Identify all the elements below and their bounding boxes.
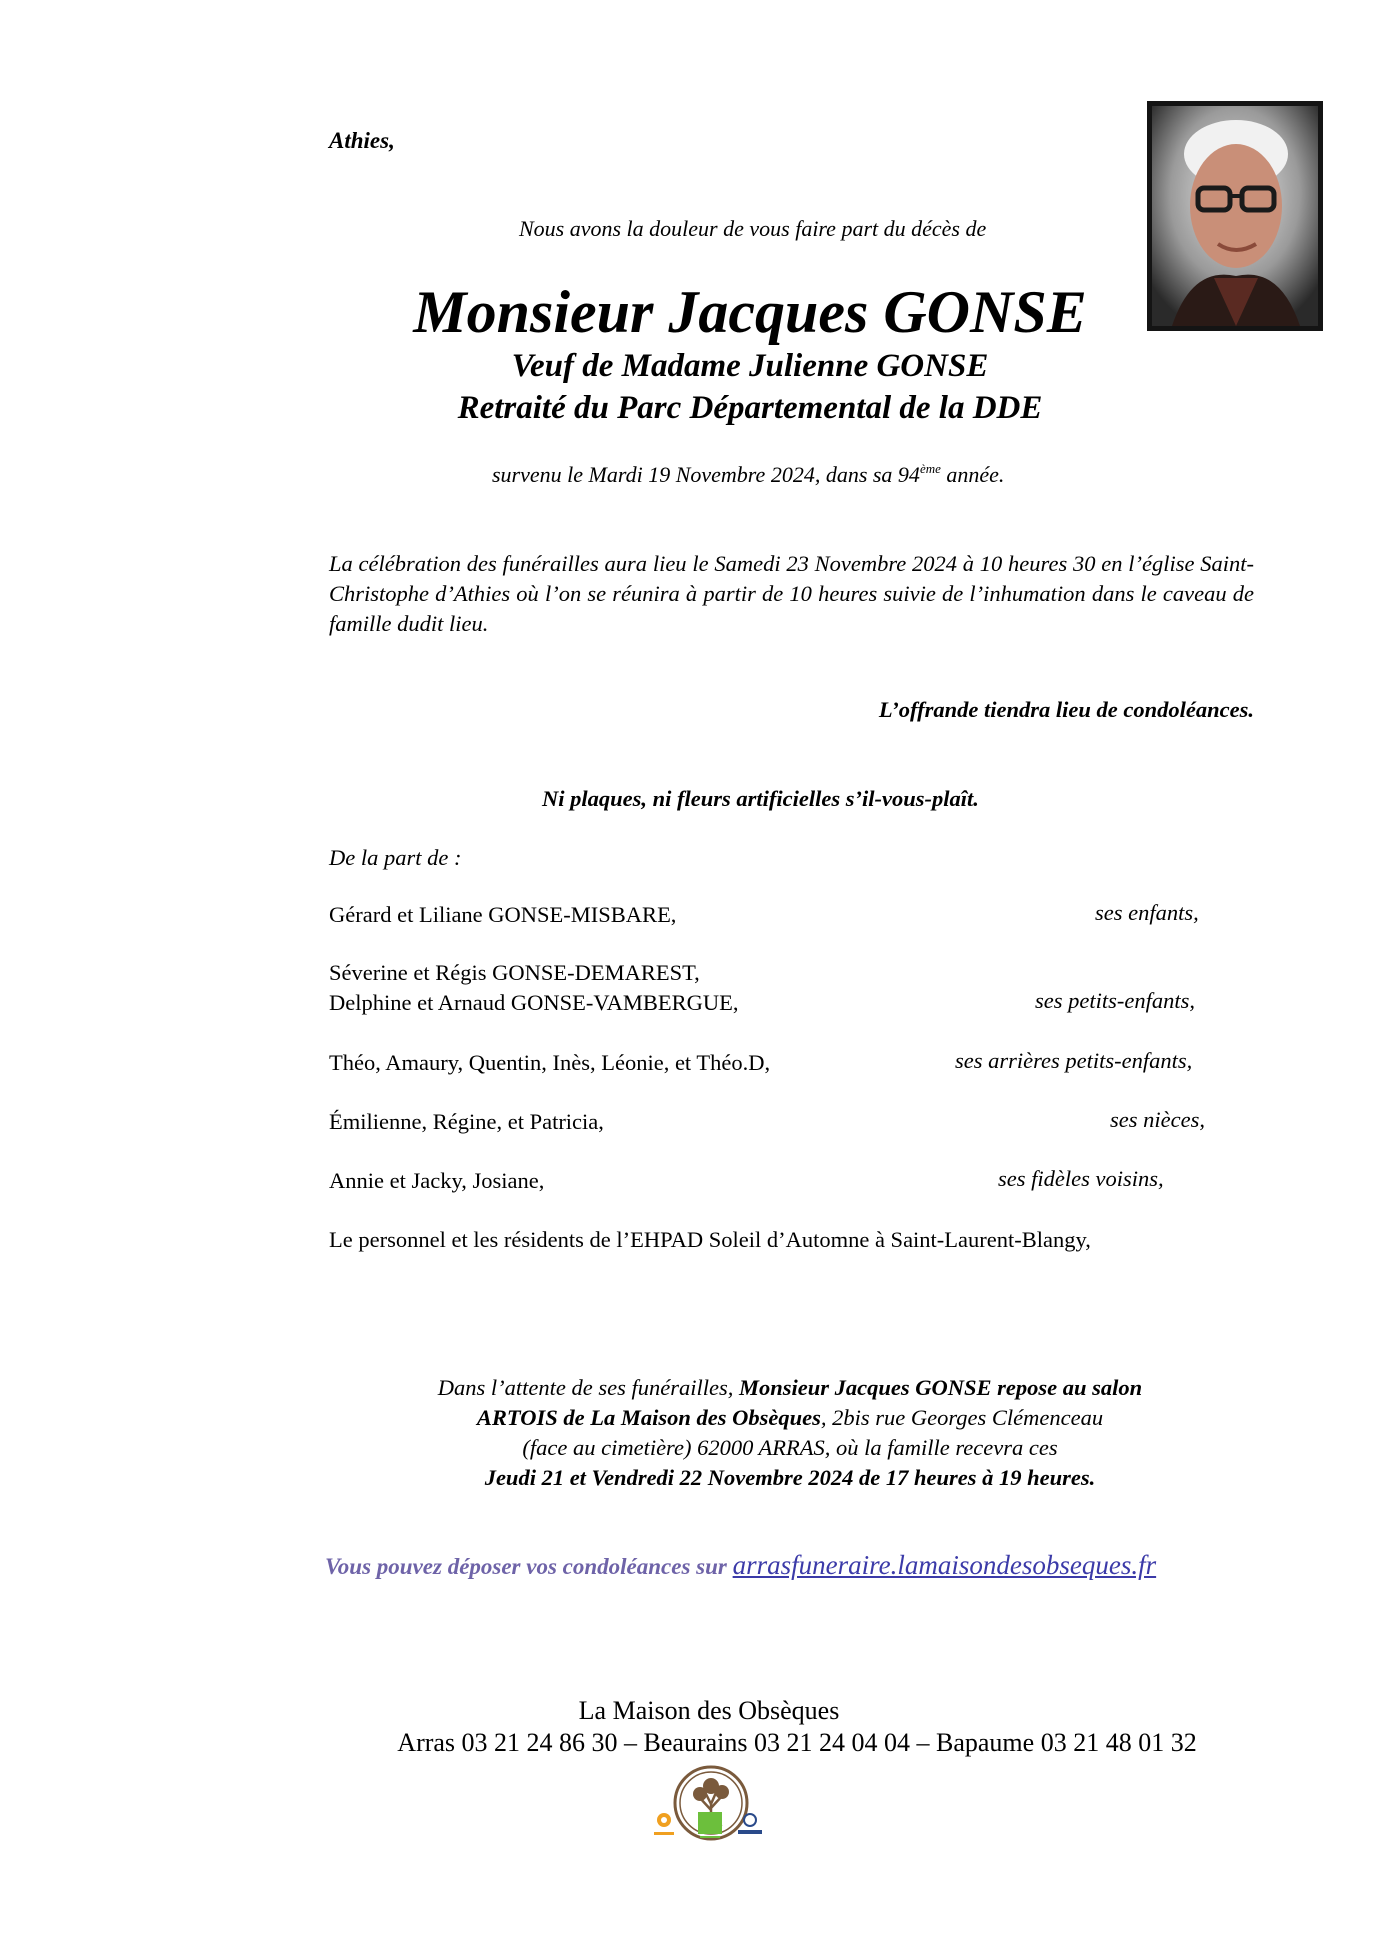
salon-paragraph: [300, 1373, 1280, 1493]
family-row-names: Annie et Jacky, Josiane,: [329, 1168, 545, 1193]
family-row-names: Séverine et Régis GONSE-DEMAREST,: [329, 960, 700, 985]
family-row-names: Delphine et Arnaud GONSE-VAMBERGUE,: [329, 990, 739, 1015]
family-row-relation: ses petits-enfants,: [1035, 988, 1195, 1013]
salon-address: , 2bis rue Georges Clémenceau: [820, 1405, 1104, 1430]
visiting-hours: Jeudi 21 et Vendredi 22 Novembre 2024 de 17 heures à 19 heures.: [484, 1465, 1096, 1490]
salon-name: ARTOIS de La Maison des Obsèques: [476, 1405, 821, 1430]
partner-logo-orange-icon: [654, 1813, 674, 1835]
family-intro: De la part de :: [329, 845, 462, 870]
salon-text-bold: Monsieur Jacques GONSE repose au salon: [739, 1375, 1143, 1400]
family-row-relation: ses fidèles voisins,: [998, 1166, 1164, 1191]
salon-address-line2: (face au cimetière) 62000 ARRAS, où la famille recevra ces: [522, 1435, 1058, 1460]
place-label: Athies,: [329, 128, 395, 153]
family-row-relation: ses nièces,: [1110, 1107, 1205, 1132]
company-name: La Maison des Obsèques: [578, 1696, 840, 1725]
condolences-text: Vous pouvez déposer vos condoléances sur: [325, 1554, 733, 1579]
ceremony-paragraph: La célébration des funérailles aura lieu le Samedi 23 Novembre 2024 à 10 heures 30 en l’église Saint-Christophe d’Athies où l’on se réunira à partir de 10 heures suivie de l’inhumation dans le caveau de famille dudit lieu.: [329, 551, 1254, 636]
family-row-relation: ses enfants,: [1095, 900, 1199, 925]
condolences-link[interactable]: arrasfuneraire.lamaisondesobseques.fr: [732, 1550, 1157, 1580]
family-row-names: Le personnel et les résidents de l’EHPAD Soleil d’Automne à Saint-Laurent-Blangy,: [329, 1227, 1091, 1252]
partner-logo-green-icon: [698, 1812, 722, 1838]
condolences-line: [325, 1550, 1156, 1581]
family-row-relation: ses arrières petits-enfants,: [955, 1048, 1193, 1073]
company-phones: Arras 03 21 24 86 30 – Beaurains 03 21 24 04 04 – Bapaume 03 21 48 01 32: [397, 1728, 1197, 1757]
no-flowers-notice: Ni plaques, ni fleurs artificielles s’il-vous-plaît.: [542, 786, 979, 811]
ordinal-suffix: ème: [919, 461, 941, 476]
family-row-names: Émilienne, Régine, et Patricia,: [329, 1109, 604, 1134]
occupation-line: Retraité du Parc Départemental de la DDE: [457, 390, 1043, 426]
death-date-prefix: survenu le Mardi 19 Novembre 2024, dans sa 94: [492, 462, 920, 487]
partner-logos: [650, 1806, 774, 1866]
salon-text: Dans l’attente de ses funérailles,: [437, 1375, 739, 1400]
offering-notice: L’offrande tiendra lieu de condoléances.: [878, 697, 1254, 722]
family-row-names: Gérard et Liliane GONSE-MISBARE,: [329, 902, 677, 927]
death-date-suffix: année.: [940, 462, 1005, 487]
widower-line: Veuf de Madame Julienne GONSE: [511, 348, 989, 384]
partner-logo-blue-icon: [738, 1814, 762, 1834]
deceased-name: Monsieur Jacques GONSE: [413, 279, 1087, 345]
family-row-names: Théo, Amaury, Quentin, Inès, Léonie, et Théo.D,: [329, 1050, 771, 1075]
announcement-intro: Nous avons la douleur de vous faire part du décès de: [519, 216, 987, 241]
death-date-line: [492, 461, 1004, 488]
